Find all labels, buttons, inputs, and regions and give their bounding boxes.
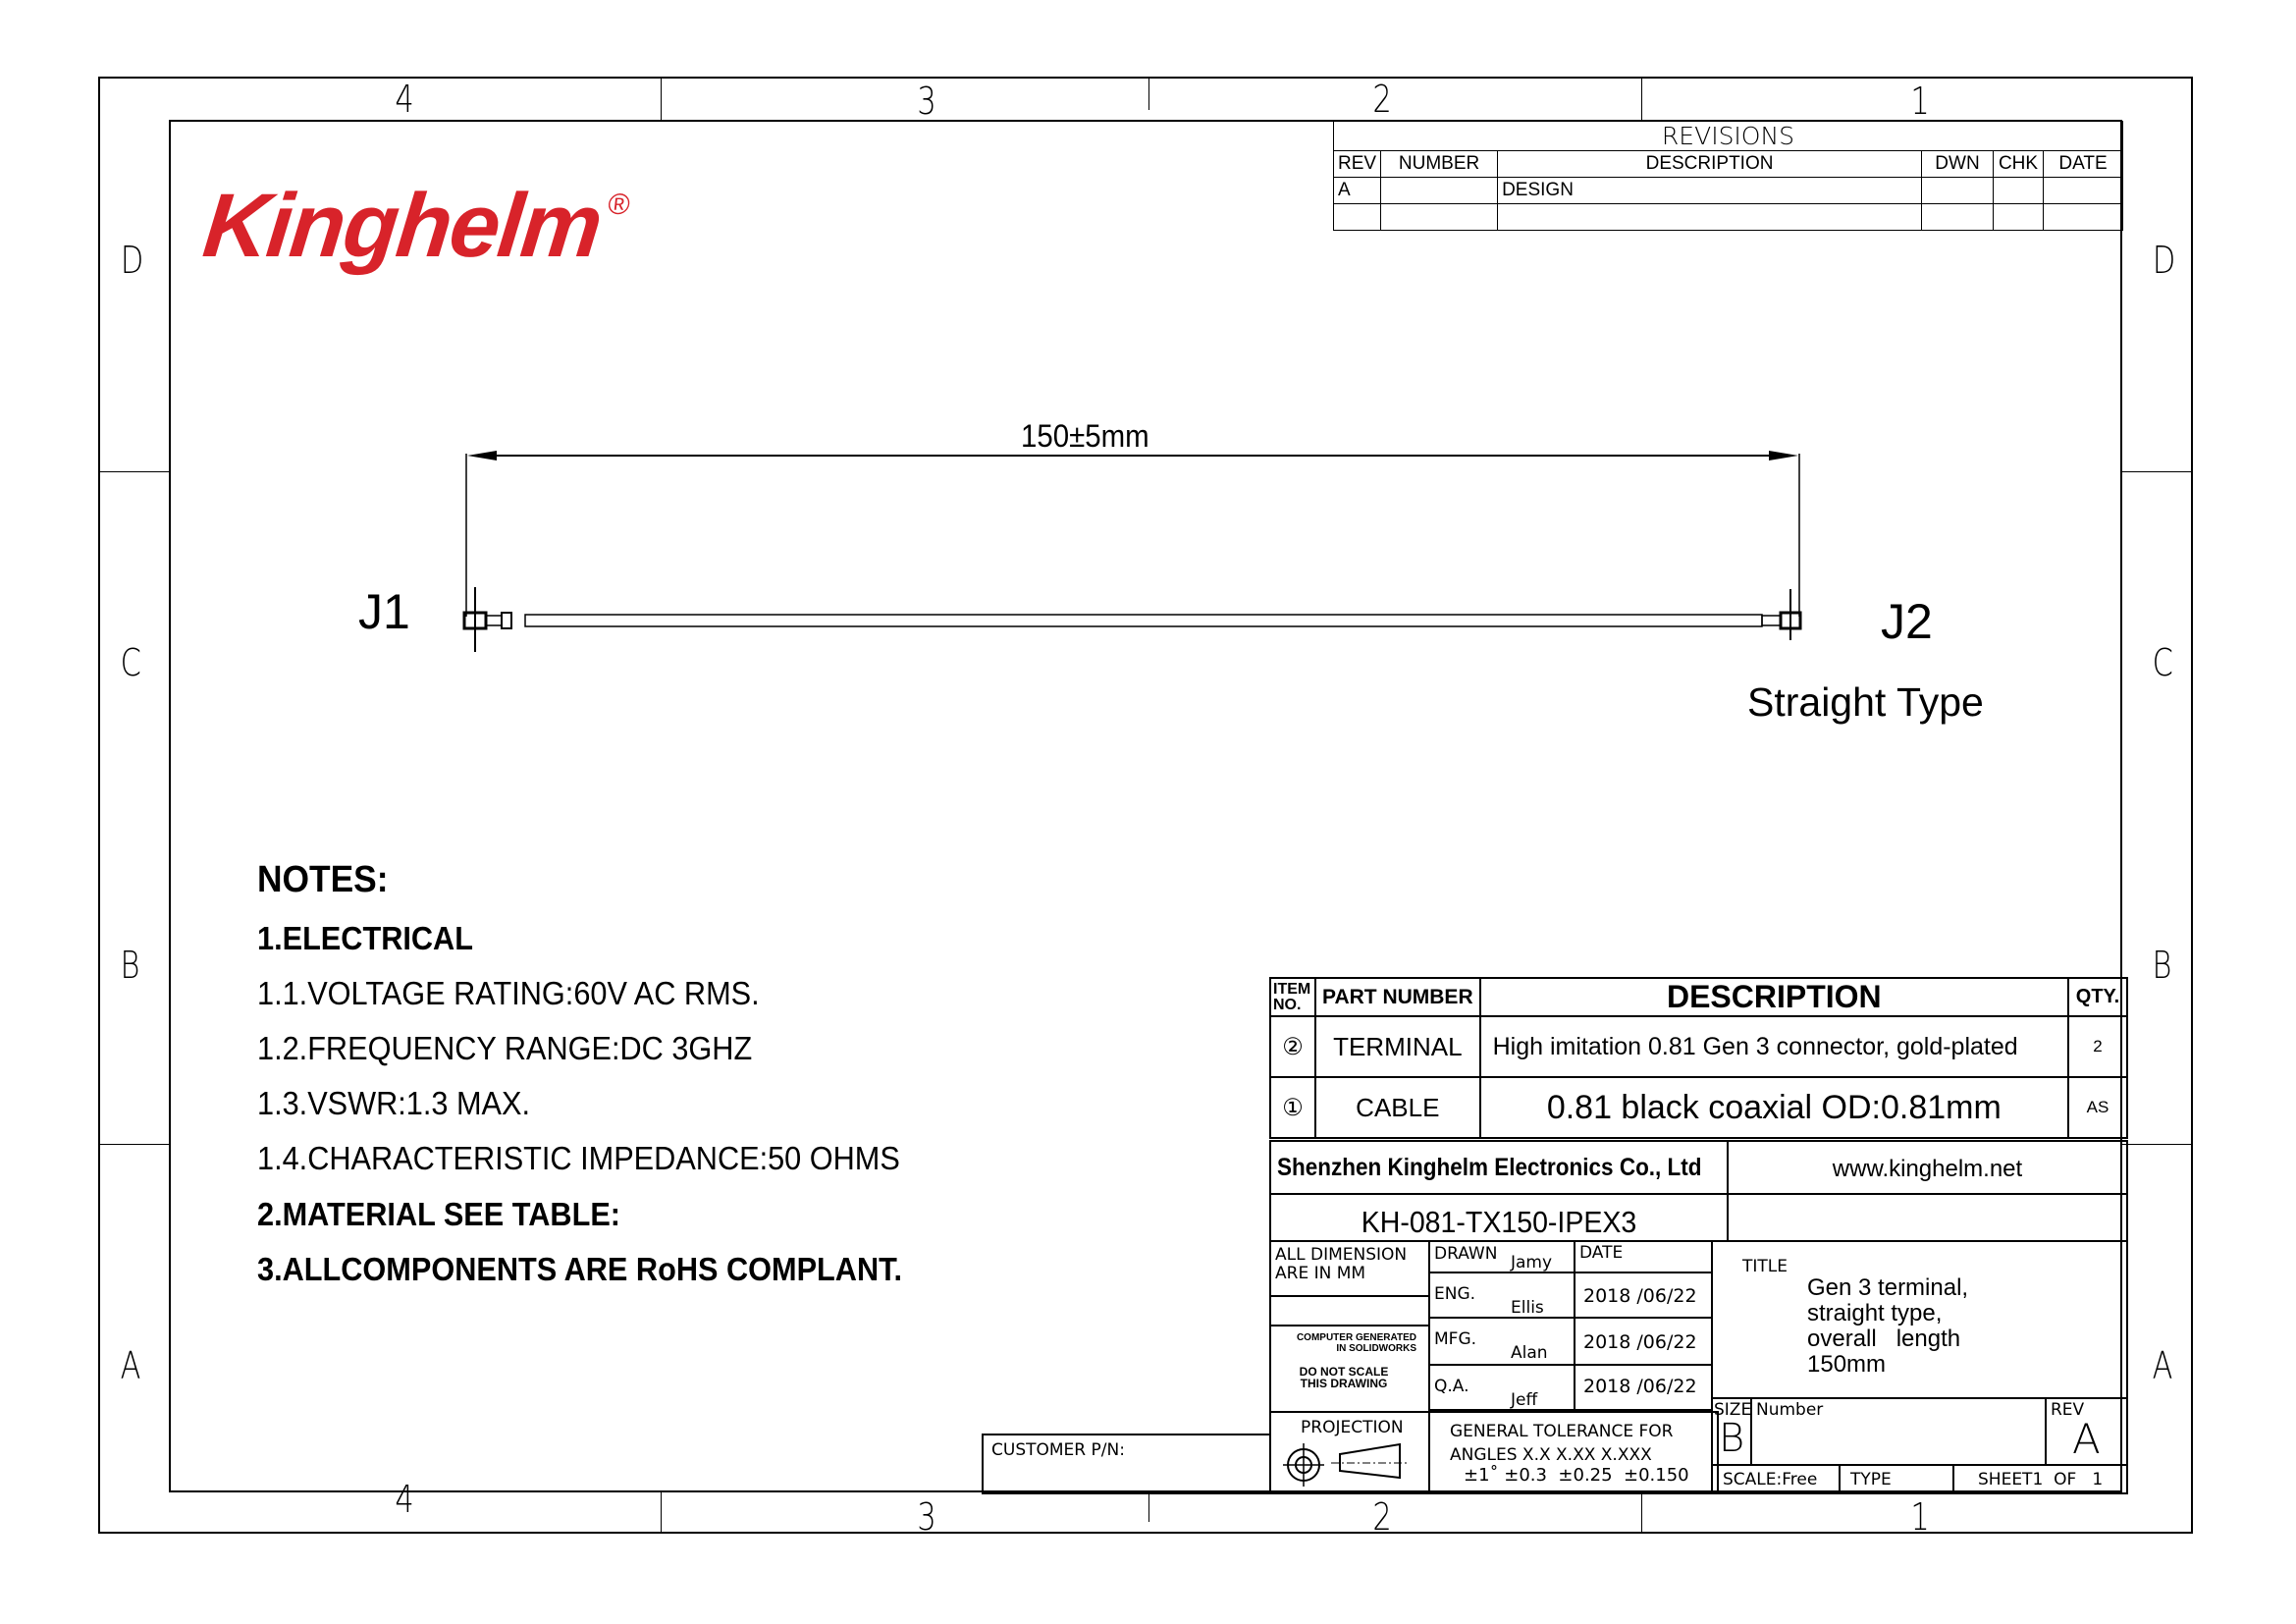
eng-date-cell: 2018 /06/22 bbox=[1574, 1272, 1713, 1319]
signoff-eng: ENG. Ellis bbox=[1428, 1272, 1575, 1319]
size-label: SIZE bbox=[1714, 1400, 1752, 1420]
zone-label-top: 3 bbox=[917, 80, 936, 123]
tolerance-line3: ±1˚ ±0.3 ±0.25 ±0.150 bbox=[1464, 1465, 1689, 1486]
part-number-header: PART NUMBER bbox=[1315, 978, 1480, 1016]
notes-title: NOTES: bbox=[257, 859, 389, 900]
zone-label-top: 2 bbox=[1372, 78, 1392, 121]
size-value: B bbox=[1719, 1416, 1745, 1461]
title-cell bbox=[1711, 1240, 2128, 1399]
type-label: TYPE bbox=[1850, 1470, 1892, 1489]
zone-label-right: D bbox=[2152, 239, 2176, 282]
dwn-header: DWN bbox=[1922, 151, 1994, 178]
tolerance-cell bbox=[1428, 1411, 1719, 1494]
zone-label-bottom: 4 bbox=[395, 1478, 414, 1521]
note-item: 1.4.CHARACTERISTIC IMPEDANCE:50 OHMS bbox=[257, 1140, 900, 1176]
rev-label: REV bbox=[2051, 1400, 2085, 1420]
part-number: KH-081-TX150-IPEX3 bbox=[1361, 1205, 1637, 1239]
signoff-mfg: MFG. Alan bbox=[1428, 1317, 1575, 1366]
description-header: DESCRIPTION bbox=[1498, 151, 1922, 178]
blank-cell bbox=[1727, 1193, 2128, 1242]
zone-label-right: C bbox=[2152, 641, 2173, 684]
website-cell bbox=[1727, 1140, 2128, 1195]
website: www.kinghelm.net bbox=[1832, 1156, 2023, 1182]
chk-header: CHK bbox=[1994, 151, 2044, 178]
company-name: Shenzhen Kinghelm Electronics Co., Ltd bbox=[1277, 1154, 1702, 1181]
signoff-drawn: DRAWN Jamy bbox=[1428, 1240, 1575, 1273]
zone-label-left: D bbox=[120, 239, 144, 282]
units-cell bbox=[1269, 1240, 1430, 1297]
projection-cell bbox=[1269, 1411, 1430, 1494]
number-label: Number bbox=[1756, 1400, 1824, 1420]
part-no-cell bbox=[1269, 1193, 1729, 1242]
size-cell bbox=[1711, 1397, 1752, 1466]
zone-label-right: A bbox=[2152, 1344, 2173, 1387]
projection-label: PROJECTION bbox=[1301, 1418, 1404, 1437]
zone-label-left: B bbox=[120, 944, 140, 987]
cad-note: COMPUTER GENERATED IN SOLIDWORKS bbox=[1296, 1332, 1416, 1354]
number-cell bbox=[1750, 1397, 2047, 1466]
zone-label-bottom: 1 bbox=[1910, 1495, 1930, 1539]
note-item: 1.3.VSWR:1.3 MAX. bbox=[257, 1085, 531, 1121]
drawn-name: Jamy bbox=[1511, 1253, 1553, 1272]
registered-mark: ® bbox=[606, 189, 630, 221]
rev-cell bbox=[2045, 1397, 2128, 1466]
customer-pn-cell bbox=[982, 1434, 1271, 1494]
note-item: 1.1.VOLTAGE RATING:60V AC RMS. bbox=[257, 975, 760, 1011]
date-header-cell: DATE bbox=[1574, 1240, 1713, 1273]
bom-table bbox=[1269, 977, 2128, 1139]
tolerance-line1: GENERAL TOLERANCE FOR bbox=[1450, 1422, 1674, 1441]
bom-row: ② TERMINAL High imitation 0.81 Gen 3 connector, gold-plated 2 bbox=[1270, 1016, 2127, 1077]
logo-text: Kinghelm bbox=[198, 176, 606, 276]
rev-header: REV bbox=[1334, 151, 1381, 178]
sheet-cell bbox=[1952, 1464, 2128, 1494]
third-angle-projection-icon bbox=[1285, 1448, 1314, 1478]
revisions-title: REVISIONS bbox=[1334, 122, 2123, 151]
units-note: ALL DIMENSION ARE IN MM bbox=[1275, 1245, 1408, 1283]
signoff-qa: Q.A. Jeff bbox=[1428, 1364, 1575, 1411]
j2-label: J2 bbox=[1881, 594, 1933, 649]
customer-pn-label: CUSTOMER P/N: bbox=[991, 1440, 1125, 1460]
revision-row: A DESIGN bbox=[1334, 178, 2123, 204]
qa-date-cell: 2018 /06/22 bbox=[1574, 1364, 1713, 1411]
zone-label-bottom: 2 bbox=[1372, 1495, 1392, 1539]
length-dimension: 150±5mm bbox=[1021, 418, 1149, 454]
j1-label: J1 bbox=[358, 584, 410, 639]
type-cell bbox=[1839, 1464, 1954, 1494]
zone-label-top: 4 bbox=[395, 78, 414, 121]
tolerance-line2: ANGLES X.X X.XX X.XXX bbox=[1450, 1445, 1652, 1465]
date-header: DATE bbox=[2044, 151, 2123, 178]
qty-header: QTY. bbox=[2068, 978, 2127, 1016]
zone-label-top: 1 bbox=[1910, 80, 1930, 123]
zone-label-left: A bbox=[120, 1344, 141, 1387]
item-no-header: ITEM NO. bbox=[1270, 978, 1315, 1016]
drawing-title: Gen 3 terminal, straight type, overall length 150mm bbox=[1807, 1274, 1969, 1378]
zone-label-left: C bbox=[120, 641, 141, 684]
description-header: DESCRIPTION bbox=[1480, 978, 2068, 1016]
note-item: 3.ALLCOMPONENTS ARE RoHS COMPLANT. bbox=[257, 1251, 903, 1287]
note-item: 1.ELECTRICAL bbox=[257, 920, 473, 956]
zone-label-right: B bbox=[2152, 944, 2172, 987]
number-header: NUMBER bbox=[1381, 151, 1498, 178]
note-item: 2.MATERIAL SEE TABLE: bbox=[257, 1196, 621, 1232]
mfg-date-cell: 2018 /06/22 bbox=[1574, 1317, 1713, 1366]
do-not-scale-note: DO NOT SCALE THIS DRAWING bbox=[1299, 1365, 1389, 1390]
scale-cell bbox=[1711, 1464, 1841, 1494]
type-label: Straight Type bbox=[1747, 679, 1984, 725]
sheet-value: SHEET1 OF 1 bbox=[1978, 1470, 2104, 1489]
blank-cell bbox=[1269, 1295, 1430, 1326]
zone-label-bottom: 3 bbox=[917, 1495, 936, 1539]
cad-note-cell bbox=[1269, 1325, 1430, 1413]
title-label: TITLE bbox=[1742, 1257, 1788, 1276]
note-item: 1.2.FREQUENCY RANGE:DC 3GHZ bbox=[257, 1030, 753, 1066]
company-cell bbox=[1269, 1140, 1729, 1195]
bom-row: ① CABLE 0.81 black coaxial OD:0.81mm AS bbox=[1270, 1077, 2127, 1138]
rev-value: A bbox=[2072, 1415, 2101, 1463]
scale-value: SCALE:Free bbox=[1723, 1470, 1818, 1489]
